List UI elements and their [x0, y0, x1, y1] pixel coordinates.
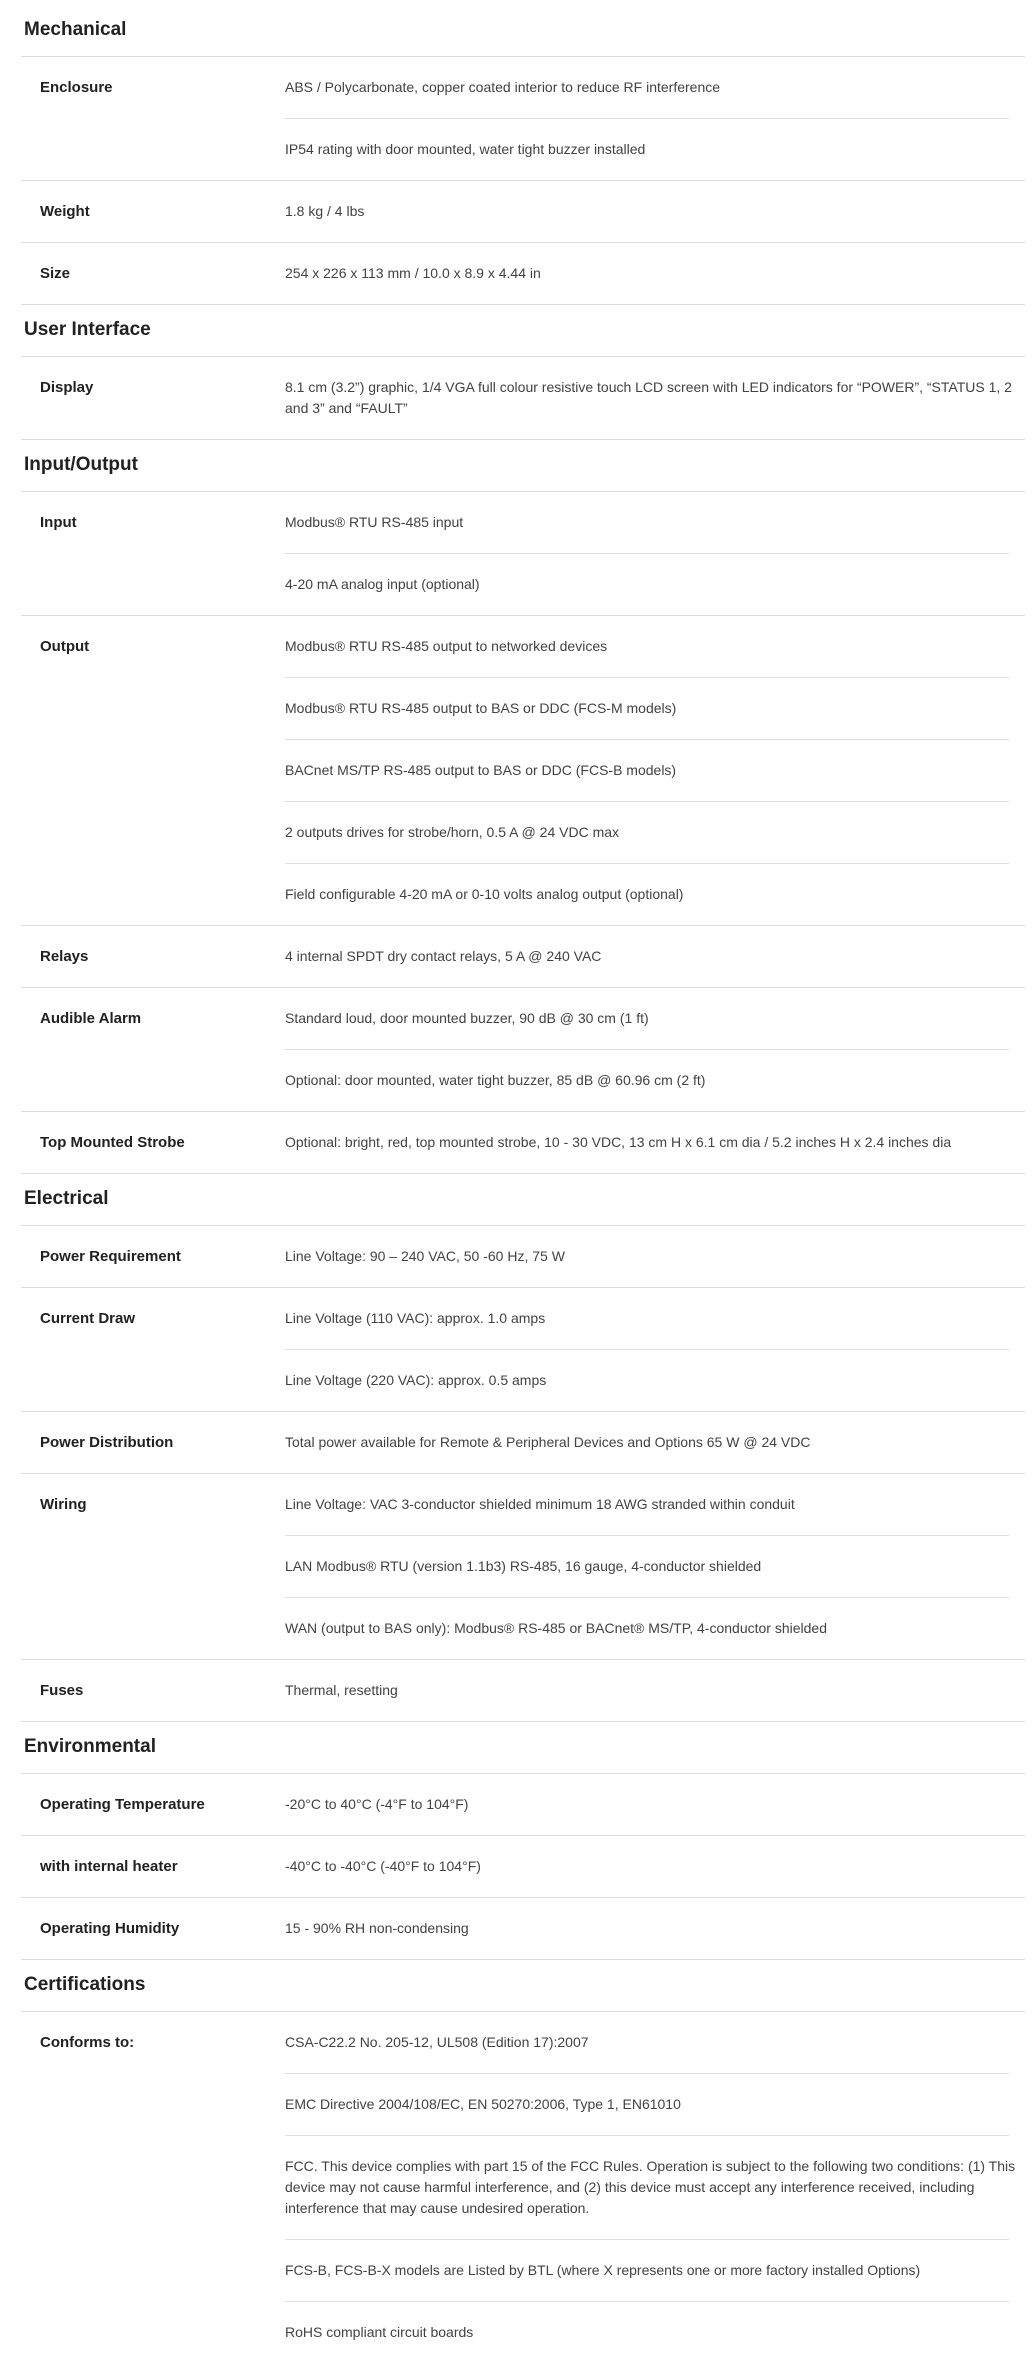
row-value: -20°C to 40°C (-4°F to 104°F): [285, 1796, 469, 1812]
row-label: with internal heater: [40, 1858, 178, 1875]
row-value: 4 internal SPDT dry contact relays, 5 A @ 240 VAC: [285, 948, 602, 964]
row-values: [285, 1774, 1025, 1835]
row-value: Line Voltage (220 VAC): approx. 0.5 amps: [285, 1372, 547, 1388]
spec-row-with-internal-heater: [21, 1836, 1025, 1898]
row-value: 1.8 kg / 4 lbs: [285, 203, 365, 219]
section-heading: Mechanical: [21, 5, 1025, 57]
row-value: 4-20 mA analog input (optional): [285, 576, 480, 592]
row-values: [285, 492, 1025, 615]
row-label: Audible Alarm: [40, 1010, 142, 1027]
row-label: Power Requirement: [40, 1248, 181, 1265]
row-values: [285, 1898, 1025, 1959]
row-value: FCS-B, FCS-B-X models are Listed by BTL (where X represents one or more factory installed Options): [285, 2262, 921, 2278]
spec-row-relays: [21, 926, 1025, 988]
spec-row-input: [21, 492, 1025, 616]
row-label: Weight: [40, 203, 90, 220]
row-value: Standard loud, door mounted buzzer, 90 dB @ 30 cm (1 ft): [285, 1010, 649, 1026]
spec-row-weight: [21, 181, 1025, 243]
row-label: Operating Temperature: [40, 1796, 205, 1813]
row-values: [285, 1412, 1025, 1473]
row-value: Modbus® RTU RS-485 input: [285, 514, 464, 530]
row-value: Modbus® RTU RS-485 output to BAS or DDC (FCS-M models): [285, 700, 677, 716]
row-values: [285, 1660, 1025, 1721]
row-label: Fuses: [40, 1682, 84, 1699]
spec-row-power-distribution: [21, 1412, 1025, 1474]
row-label: Enclosure: [40, 79, 113, 96]
row-values: [285, 1836, 1025, 1897]
spec-row-conforms-to: [21, 2012, 1025, 2363]
row-value: 2 outputs drives for strobe/horn, 0.5 A @ 24 VDC max: [285, 824, 620, 840]
spec-row-audible-alarm: [21, 988, 1025, 1112]
row-value: Field configurable 4-20 mA or 0-10 volts analog output (optional): [285, 886, 684, 902]
row-values: [285, 357, 1025, 439]
row-value: Total power available for Remote & Peripheral Devices and Options 65 W @ 24 VDC: [285, 1434, 811, 1450]
row-value: 15 - 90% RH non-condensing: [285, 1920, 469, 1936]
spec-row-size: [21, 243, 1025, 305]
section-mechanical: [21, 5, 1025, 305]
section-heading: Certifications: [21, 1960, 1025, 2012]
row-value: CSA-C22.2 No. 205-12, UL508 (Edition 17):2007: [285, 2034, 589, 2050]
section-input-output: [21, 440, 1025, 1174]
row-values: [285, 57, 1025, 180]
row-values: [285, 1226, 1025, 1287]
spec-row-top-mounted-strobe: [21, 1112, 1025, 1174]
row-value: Optional: door mounted, water tight buzzer, 85 dB @ 60.96 cm (2 ft): [285, 1072, 706, 1088]
spec-row-operating-temperature: [21, 1774, 1025, 1836]
row-values: [285, 2012, 1025, 2363]
spec-row-operating-humidity: [21, 1898, 1025, 1960]
row-value: RoHS compliant circuit boards: [285, 2324, 474, 2340]
row-label: Input: [40, 514, 77, 531]
row-values: [285, 181, 1025, 242]
row-value: ABS / Polycarbonate, copper coated interior to reduce RF interference: [285, 79, 721, 95]
row-value: 254 x 226 x 113 mm / 10.0 x 8.9 x 4.44 in: [285, 265, 541, 281]
row-label: Output: [40, 638, 90, 655]
spec-row-display: [21, 357, 1025, 440]
section-electrical: [21, 1174, 1025, 1722]
spec-row-wiring: [21, 1474, 1025, 1660]
row-label: Conforms to:: [40, 2034, 135, 2051]
row-values: [285, 1112, 1025, 1173]
row-value: LAN Modbus® RTU (version 1.1b3) RS-485, 16 gauge, 4-conductor shielded: [285, 1558, 762, 1574]
section-certifications: [21, 1960, 1025, 2363]
row-value: 8.1 cm (3.2”) graphic, 1/4 VGA full colour resistive touch LCD screen with LED indicators for “POWER”, “STATUS 1, 2 and 3” and “FAULT”: [285, 379, 1012, 416]
row-value: Optional: bright, red, top mounted strobe, 10 - 30 VDC, 13 cm H x 6.1 cm dia / 5.2 inches H x 2.4 inches dia: [285, 1134, 952, 1150]
row-values: [285, 243, 1025, 304]
row-label: Top Mounted Strobe: [40, 1134, 185, 1151]
row-values: [285, 926, 1025, 987]
spec-row-current-draw: [21, 1288, 1025, 1412]
row-value: WAN (output to BAS only): Modbus® RS-485 or BACnet® MS/TP, 4-conductor shielded: [285, 1620, 827, 1636]
row-value: IP54 rating with door mounted, water tight buzzer installed: [285, 141, 646, 157]
row-values: [285, 616, 1025, 925]
row-value: Line Voltage: VAC 3-conductor shielded minimum 18 AWG stranded within conduit: [285, 1496, 795, 1512]
row-value: -40°C to -40°C (-40°F to 104°F): [285, 1858, 481, 1874]
row-label: Wiring: [40, 1496, 87, 1513]
row-label: Current Draw: [40, 1310, 136, 1327]
row-label: Power Distribution: [40, 1434, 174, 1451]
section-heading: User Interface: [21, 305, 1025, 357]
section-heading: Electrical: [21, 1174, 1025, 1226]
spec-row-power-requirement: [21, 1226, 1025, 1288]
row-values: [285, 1474, 1025, 1659]
spec-row-fuses: [21, 1660, 1025, 1722]
row-value: Line Voltage (110 VAC): approx. 1.0 amps: [285, 1310, 546, 1326]
row-label: Relays: [40, 948, 89, 965]
row-value: FCC. This device complies with part 15 of the FCC Rules. Operation is subject to the following two conditions: (1) This device may not cause harmful interference, and (2) this device must accept any interference received, including interference that may cause undesired operation.: [285, 2158, 1016, 2216]
row-value: EMC Directive 2004/108/EC, EN 50270:2006, Type 1, EN61010: [285, 2096, 681, 2112]
row-label: Size: [40, 265, 71, 282]
row-values: [285, 988, 1025, 1111]
section-heading: Input/Output: [21, 440, 1025, 492]
row-value: BACnet MS/TP RS-485 output to BAS or DDC (FCS-B models): [285, 762, 677, 778]
row-value: Line Voltage: 90 – 240 VAC, 50 -60 Hz, 75 W: [285, 1248, 565, 1264]
section-heading: Environmental: [21, 1722, 1025, 1774]
section-user-interface: [21, 305, 1025, 440]
section-environmental: [21, 1722, 1025, 1960]
row-value: Thermal, resetting: [285, 1682, 398, 1698]
row-label: Display: [40, 379, 94, 396]
spec-row-output: [21, 616, 1025, 926]
spec-row-enclosure: [21, 57, 1025, 181]
row-values: [285, 1288, 1025, 1411]
row-label: Operating Humidity: [40, 1920, 180, 1937]
row-value: Modbus® RTU RS-485 output to networked devices: [285, 638, 608, 654]
